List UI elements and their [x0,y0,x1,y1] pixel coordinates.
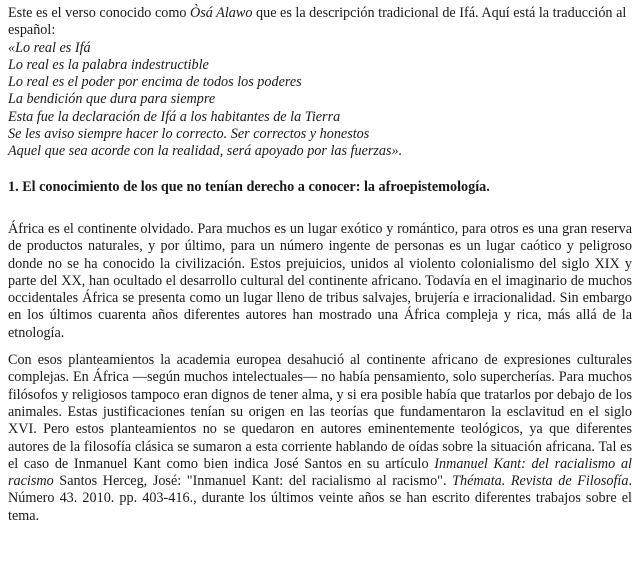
article-title: Inmanuel Kant: del racialismo al racismo [8,455,632,490]
journal-title: Thémata. Revista de Filosofía [452,473,629,490]
intro-text-after: que es la descripción tradicional de Ifá. Aquí está la traducción al español: [8,5,627,39]
verse-line: Lo real es la palabra indestructible [8,56,209,73]
body-paragraph-1: África es el continente olvidado. Para muchos es un lugar exótico y romántico, para otros es una gran reserva de productos naturales, y por último, para un número ingente de personas es un lugar caótico y peligroso donde no se ha conocido la civilización. Estos prejuicios, unidos al violento colonialismo del siglo XIX y parte del XX, han ocultado el desarrollo cultural del continente africano. Todavía en el imaginario de muchos occidentales África se presenta como un lugar lleno de tribus salvajes, brujería e irracionalidad. Sin embargo en los últimos cuarenta años diferentes autores han mostrado una África compleja y rica, más allá de la etnología. [8,220,632,341]
body-paragraph-2 [8,352,632,525]
verse-line: Esta fue la declaración de Ifá a los habitantes de la Tierra [8,108,341,125]
paragraph-2-text-1: Con esos planteamientos la academia europea desahució al continente africano de expresiones culturales complejas. En África —según muchos intelectuales— no había pensamiento, solo supercherías. Para muchos filósofos y religiosos tampoco eran dignos de tener alma, y si era posible había que tratarlos por debajo de los animales. Estas justificaciones tenían su origen en las teorías que fundamentaron la esclavitud en el siglo XVI. Pero estos planteamientos no se quedaron en autores eminentemente teológicos, ya que diferentes autores de la filosofía clásica se sumaron a esta corriente hablando de oídas sobre la situación africana. Tal es el caso de Inmanuel Kant como bien indica José Santos en su artículo [8,352,632,472]
section-heading: 1. El conocimiento de los que no tenían derecho a conocer: la afroepistemología. [8,178,490,195]
verse-line: Lo real es el poder por encima de todos los poderes [8,74,302,91]
verse-line: La bendición que dura para siempre [8,91,216,108]
paragraph-2-text-2: Santos Herceg, José: "Inmanuel Kant: del racialismo al racismo". [53,473,453,490]
intro-paragraph [8,5,632,40]
verse-line: «Lo real es Ifá [8,39,91,56]
intro-text-before: Este es el verso conocido como [8,5,191,21]
verse-name: Òsá Alawo [190,5,253,21]
paragraph-2-text-3: . Número 43. 2010. pp. 403-416., durante los últimos veinte años se han escrito diferentes trabajos sobre el tema. [8,473,632,524]
verse-line: Se les aviso siempre hacer lo correcto. Ser correctos y honestos [8,126,370,143]
verse-block [8,40,632,161]
verse-line: Aquel que sea acorde con la realidad, será apoyado por las fuerzas». [8,143,403,160]
